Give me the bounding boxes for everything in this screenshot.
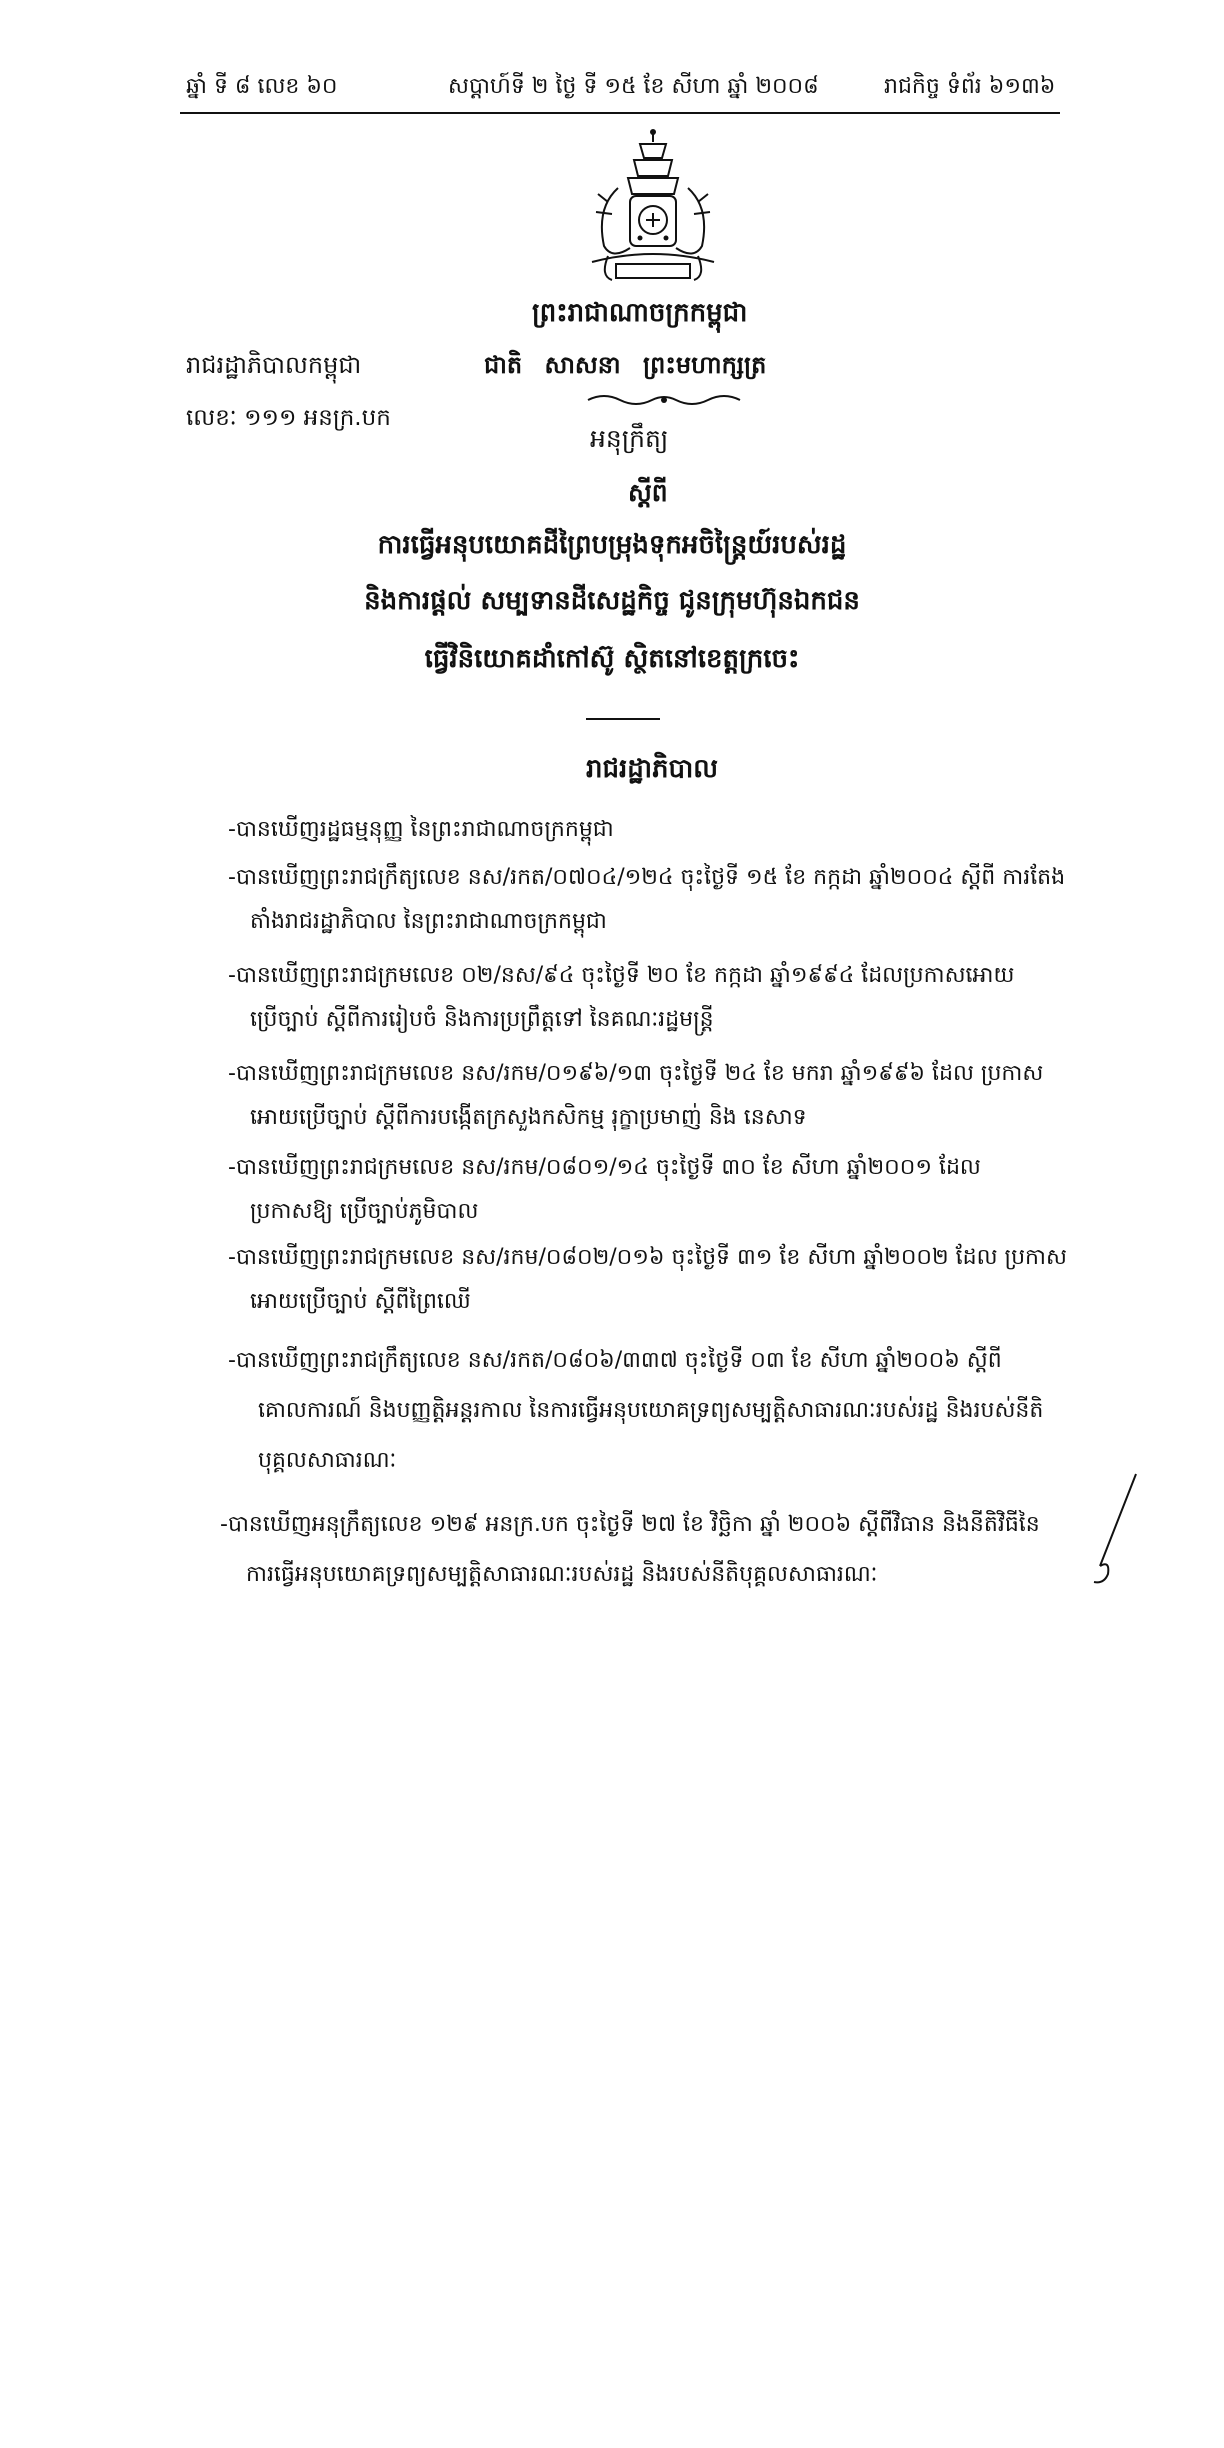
consideration-line: -បានឃើញអនុក្រឹត្យលេខ ១២៩ អនក្រ.បក ចុះថ្ងៃទី ២៧ ខែ វិច្ឆិកា ឆ្នាំ ២០០៦ ស្តីពីវិធាន និងនីតិវិធីនៃ (220, 1512, 1040, 1537)
consideration-item (228, 954, 1014, 1042)
consideration-line: -បានឃើញព្រះរាជក្រមលេខ នស/រកម/០១៩៦/១៣ ចុះថ្ងៃទី ២៤ ខែ មករា ឆ្នាំ១៩៩៦ ដែល ប្រកាស (228, 1061, 1044, 1086)
subject-label: ស្តីពី (628, 478, 668, 507)
royal-coat-of-arms-icon (578, 128, 728, 286)
decree-title-line-1: ការធ្វើអនុបយោគដីព្រៃបម្រុងទុកអចិន្ត្រៃយ៍របស់រដ្ឋ (377, 530, 847, 560)
consideration-line: ប្រើច្បាប់ ស្តីពីការរៀបចំ និងការប្រព្រឹត្តទៅ នៃគណៈរដ្ឋមន្ត្រី (250, 1007, 714, 1032)
consideration-line: ការធ្វើអនុបយោគទ្រព្យសម្បត្តិសាធារណៈរបស់រដ្ឋ និងរបស់នីតិបុគ្គលសាធារណៈ (246, 1562, 878, 1587)
consideration-line: តាំងរាជរដ្ឋាភិបាល នៃព្រះរាជាណាចក្រកម្ពុជា (250, 909, 607, 934)
consideration-item (228, 856, 1065, 944)
consideration-item (220, 1500, 1040, 1600)
consideration-line: ប្រកាសឱ្យ ប្រើច្បាប់ភូមិបាល (250, 1199, 479, 1224)
national-motto: ជាតិ សាសនា ព្រះមហាក្សត្រ (484, 351, 767, 379)
council-heading: រាជរដ្ឋាភិបាល (586, 754, 719, 784)
title-rule (586, 718, 660, 720)
document-type: អនុក្រឹត្យ (590, 424, 669, 453)
consideration-line: បុគ្គលសាធារណៈ (258, 1448, 397, 1473)
consideration-line: -បានឃើញរដ្ឋធម្មនុញ្ញ នៃព្រះរាជាណាចក្រកម្ពុជា (228, 817, 614, 842)
reference-number: លេខៈ ១១១ អនក្រ.បក (186, 405, 391, 431)
consideration-item (228, 808, 614, 852)
consideration-item (228, 1336, 1043, 1486)
consideration-line: អោយប្រើច្បាប់ ស្តីពីព្រៃឈើ (250, 1289, 471, 1314)
consideration-item (228, 1052, 1043, 1140)
consideration-line: -បានឃើញព្រះរាជក្រមលេខ នស/រកម/០៨០១/១៤ ចុះថ្ងៃទី ៣០ ខែ សីហា ឆ្នាំ២០០១ ដែល (228, 1155, 981, 1180)
kingdom-name: ព្រះរាជាណាចក្រកម្ពុជា (532, 298, 748, 328)
consideration-line: -បានឃើញព្រះរាជក្រមលេខ ០២/នស/៩៤ ចុះថ្ងៃទី ២០ ខែ កក្កដា ឆ្នាំ១៩៩៤ ដែលប្រកាសអោយ (228, 963, 1015, 988)
consideration-item (228, 1146, 981, 1234)
consideration-line: -បានឃើញព្រះរាជក្រឹត្យលេខ នស/រកត/០៧០៤/១២៤ ចុះថ្ងៃទី ១៥ ខែ កក្កដា ឆ្នាំ២០០៤ ស្តីពី ការតែង (228, 865, 1066, 890)
consideration-line: -បានឃើញព្រះរាជក្រឹត្យលេខ នស/រកត/០៨០៦/៣៣៧ ចុះថ្ងៃទី ០៣ ខែ សីហា ឆ្នាំ២០០៦ ស្តីពី (228, 1348, 1002, 1373)
consideration-line: គោលការណ៍ និងបញ្ញត្តិអន្តរកាល នៃការធ្វើអនុបយោគទ្រព្យសម្បត្តិសាធារណៈរបស់រដ្ឋ និងរបស់នីតិ (258, 1398, 1044, 1423)
initial-mark-icon (1086, 1470, 1146, 1590)
header-rule (180, 112, 1060, 114)
consideration-line: អោយប្រើច្បាប់ ស្តីពីការបង្កើតក្រសួងកសិកម្ម រុក្ខាប្រមាញ់ និង នេសាទ (250, 1105, 807, 1130)
consideration-item (228, 1236, 1067, 1324)
header-page: រាជកិច្ច ទំព័រ ៦១៣៦ (884, 74, 1056, 99)
header-date: សប្តាហ៍ទី ២ ថ្ងៃ ទី ១៥ ខែ សីហា ឆ្នាំ ២០០៨ (448, 74, 819, 99)
ornament-divider-icon (584, 390, 744, 410)
header-issue: ឆ្នាំ ទី ៨ លេខ ៦០ (186, 74, 338, 99)
issuer-name: រាជរដ្ឋាភិបាលកម្ពុជា (186, 351, 362, 379)
decree-title-line-3: ធ្វើវិនិយោគដាំកៅស៊ូ ស្ថិតនៅខេត្តក្រចេះ (424, 644, 800, 674)
decree-title-line-2: និងការផ្តល់ សម្បទានដីសេដ្ឋកិច្ច ជូនក្រុមហ៊ុនឯកជន (364, 586, 860, 616)
consideration-line: -បានឃើញព្រះរាជក្រមលេខ នស/រកម/០៨០២/០១៦ ចុះថ្ងៃទី ៣១ ខែ សីហា ឆ្នាំ២០០២ ដែល ប្រកាស (228, 1245, 1067, 1270)
